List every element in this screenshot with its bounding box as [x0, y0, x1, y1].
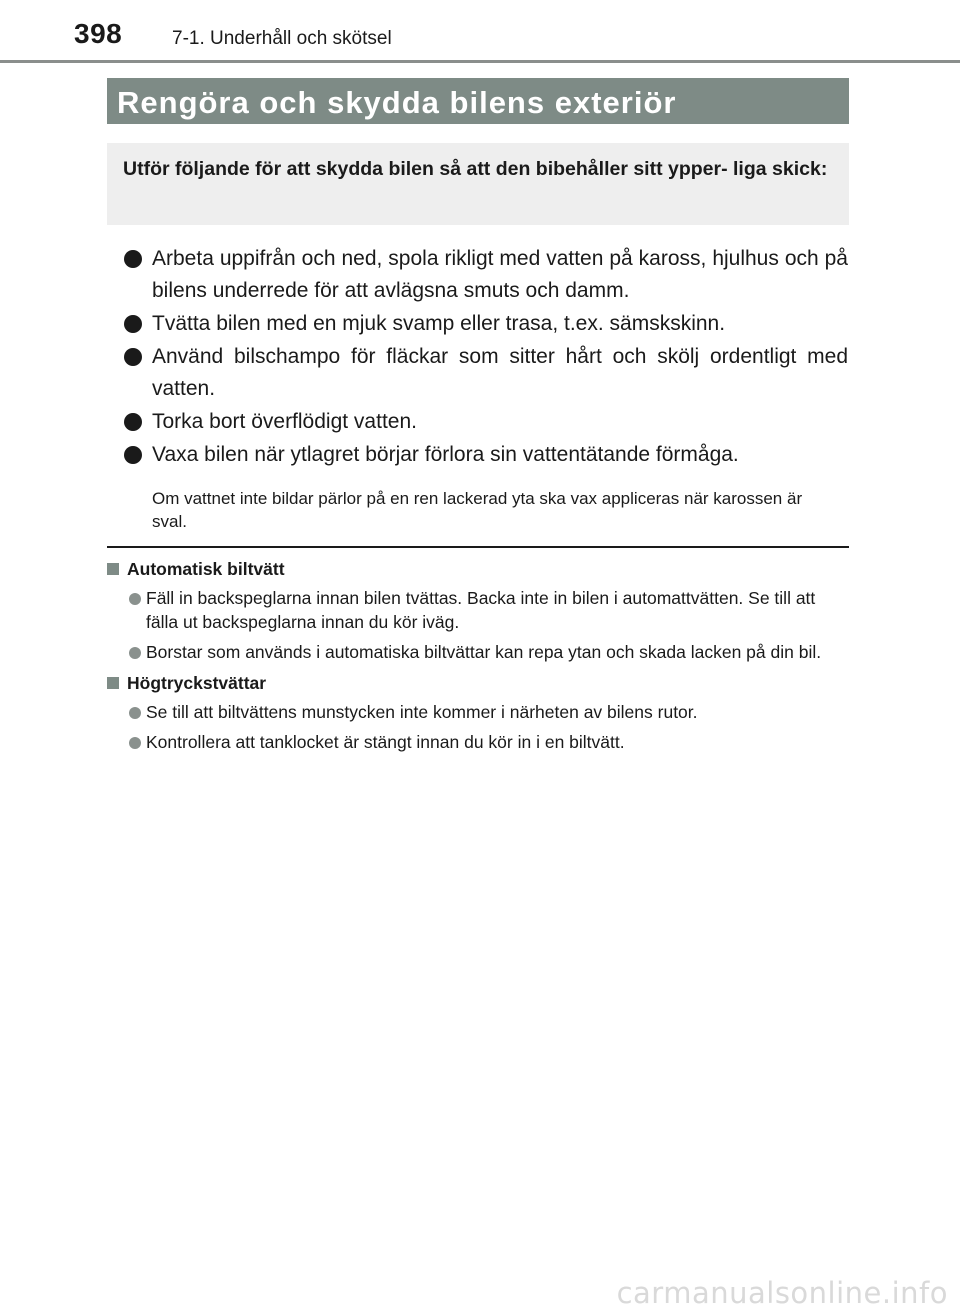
note-group-pressure-washer	[107, 670, 849, 754]
square-bullet-icon	[107, 563, 119, 575]
bullet-text: Tvätta bilen med en mjuk svamp eller trasa, t.ex. sämskskinn.	[152, 312, 726, 335]
note-item-text: Se till att biltvättens munstycken inte kommer i närheten av bilens rutor.	[146, 702, 698, 722]
note-item-text: Kontrollera att tanklocket är stängt innan du kör in i en biltvätt.	[146, 732, 625, 752]
circle-bullet-icon	[129, 647, 141, 659]
bullet-note: Om vattnet inte bildar pärlor på en ren lackerad yta ska vax appliceras när karossen är sval.	[152, 489, 803, 531]
section-label: 7-1. Underhåll och skötsel	[172, 28, 392, 49]
bullet-dot-icon	[124, 446, 142, 464]
watermark: carmanualsonline.info	[616, 1276, 948, 1310]
bullet-dot-icon	[124, 250, 142, 268]
note-heading	[107, 556, 849, 582]
note-item	[107, 700, 849, 724]
bullet-dot-icon	[124, 413, 142, 431]
note-heading	[107, 670, 849, 696]
bullet-text: Använd bilschampo för fläckar som sitter hårt och skölj ordentligt med vatten.	[152, 345, 848, 400]
bullet-text: Arbeta uppifrån och ned, spola rikligt med vatten på kaross, hjulhus och på bilens underrede för att avlägsna smuts och damm.	[152, 247, 848, 302]
intro-box	[107, 143, 849, 225]
note-item-text: Fäll in backspeglarna innan bilen tvättas. Backa inte in bilen i automattvätten. Se till att fälla ut backspeglarna innan du kör iväg.	[146, 588, 816, 632]
bullet-text: Vaxa bilen när ytlagret börjar förlora sin vattentätande förmåga.	[152, 443, 739, 466]
note-item-text: Borstar som används i automatiska biltvättar kan repa ytan och skada lacken på din bil.	[146, 642, 822, 662]
note-item	[107, 586, 849, 634]
bullet-item	[124, 341, 848, 405]
note-heading-text: Automatisk biltvätt	[127, 559, 285, 579]
notes-section	[107, 556, 849, 760]
note-item	[107, 640, 849, 664]
note-heading-text: Högtryckstvättar	[127, 673, 267, 693]
note-item	[107, 730, 849, 754]
bullet-text: Torka bort överflödigt vatten.	[152, 410, 417, 433]
circle-bullet-icon	[129, 737, 141, 749]
circle-bullet-icon	[129, 707, 141, 719]
intro-text: Utför följande för att skydda bilen så att den bibehåller sitt ypper- liga skick:	[123, 158, 828, 180]
bullet-item	[124, 406, 848, 438]
main-bullet-list	[124, 243, 848, 533]
note-group-automatic-wash	[107, 556, 849, 664]
bullet-item	[124, 243, 848, 307]
section-divider	[107, 546, 849, 548]
header-rule	[0, 60, 960, 63]
page-number: 398	[74, 18, 123, 49]
square-bullet-icon	[107, 677, 119, 689]
page-title: Rengöra och skydda bilens exteriör	[117, 85, 677, 120]
circle-bullet-icon	[129, 593, 141, 605]
bullet-dot-icon	[124, 315, 142, 333]
page-header	[0, 0, 960, 64]
bullet-dot-icon	[124, 348, 142, 366]
title-band	[107, 78, 849, 124]
bullet-item	[124, 308, 848, 340]
bullet-item	[124, 439, 848, 471]
